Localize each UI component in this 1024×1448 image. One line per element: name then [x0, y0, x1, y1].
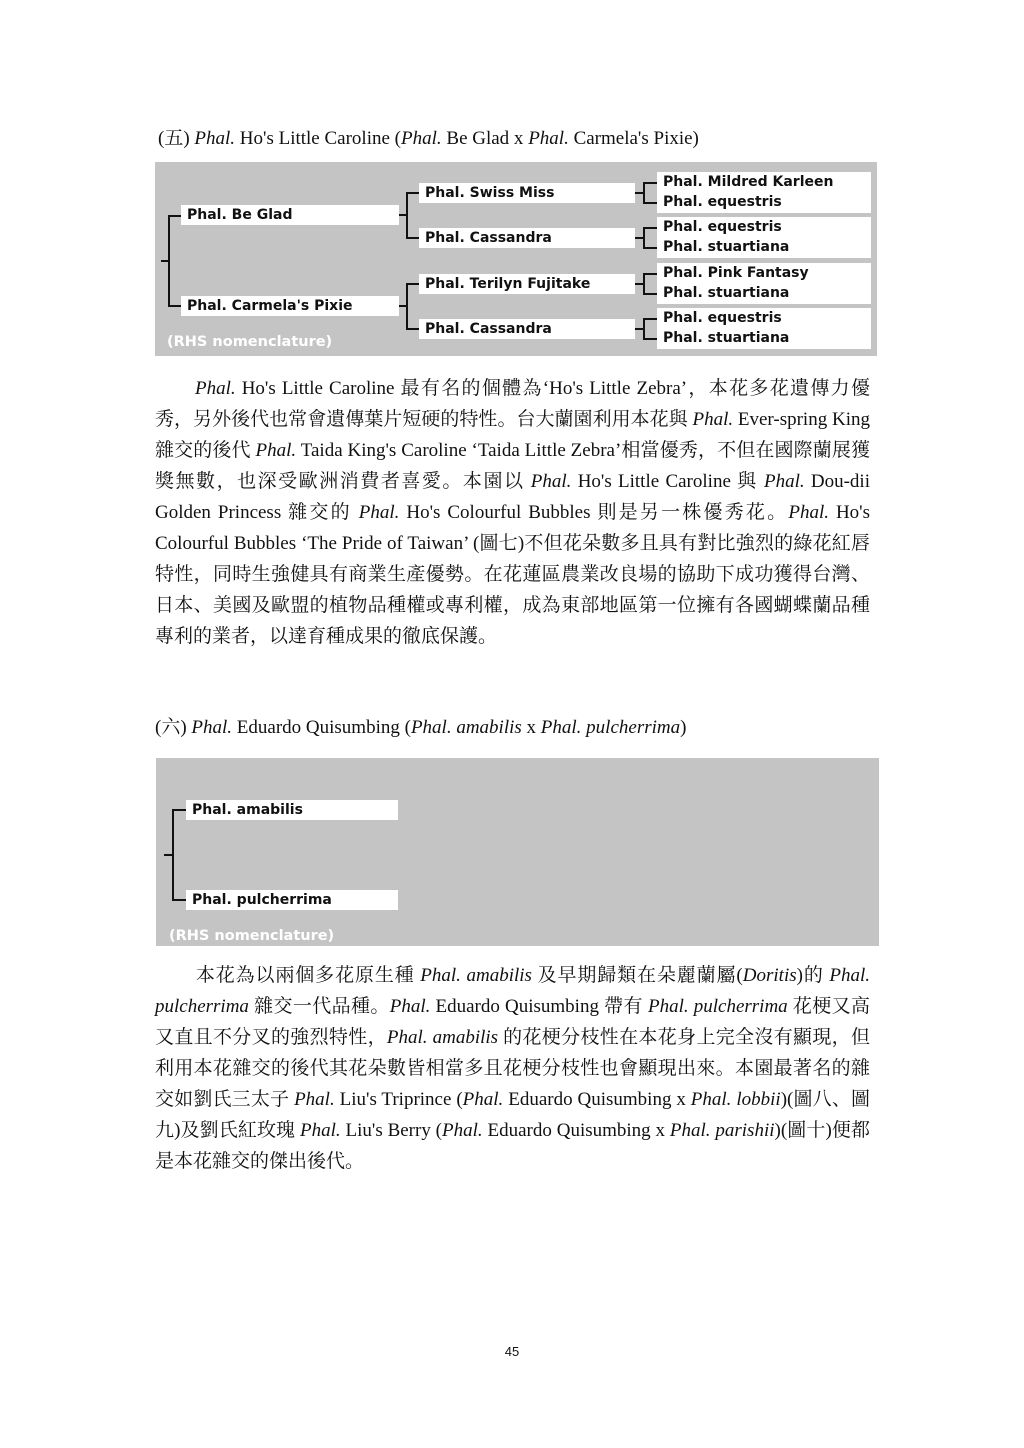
- italic-term: Phal.: [530, 471, 572, 492]
- bracket-line: [164, 854, 172, 856]
- heading-italic: Phal. amabilis: [410, 717, 522, 738]
- paragraph-text: Eduardo Quisumbing x: [482, 1120, 670, 1141]
- paragraph-text: 及早期歸類在朵麗蘭屬(: [531, 965, 743, 986]
- bracket-line: [168, 305, 181, 307]
- heading-text: Carmela's Pixie): [568, 128, 699, 149]
- section-5-heading: [158, 127, 699, 151]
- bracket-line: [643, 227, 645, 249]
- bracket-line: [635, 237, 643, 239]
- rhs-caption: (RHS nomenclature): [169, 928, 335, 944]
- bracket-line: [399, 214, 406, 216]
- bracket-line: [172, 809, 186, 811]
- paragraph-text: Ever-spring King 雜交的後代: [155, 409, 870, 461]
- bracket-line: [643, 318, 657, 320]
- bracket-line: [406, 283, 408, 329]
- heading-italic: Phal. pulcherrima: [540, 717, 681, 738]
- bracket-line: [643, 247, 657, 249]
- italic-term: Phal.: [358, 502, 400, 523]
- paragraph-text: Eduardo Quisumbing 帶有: [430, 996, 648, 1017]
- paragraph-text: Liu's Triprince (: [334, 1089, 463, 1110]
- heading-prefix: (六): [155, 717, 192, 738]
- ancestor-name: Phal. equestris: [663, 219, 782, 235]
- italic-term: Phal.: [389, 996, 431, 1017]
- parent-box: Phal. amabilis: [186, 800, 398, 820]
- pedigree-chart-ho-little-caroline: [155, 162, 877, 356]
- italic-term: Phal. parishii: [669, 1120, 775, 1141]
- heading-text: ): [680, 717, 687, 738]
- italic-term: Phal.: [462, 1089, 504, 1110]
- italic-term: Phal. lobbii: [690, 1089, 781, 1110]
- paragraph-text: Liu's Berry (: [340, 1120, 443, 1141]
- heading-text: Ho's Little Caroline (: [235, 128, 401, 149]
- italic-term: Phal.: [294, 1089, 335, 1110]
- heading-italic: Phal.: [191, 717, 233, 738]
- parent-box: Phal. pulcherrima: [186, 890, 398, 910]
- ancestor-name: Phal. Pink Fantasy: [663, 265, 809, 281]
- italic-term: Phal. amabilis: [386, 1027, 499, 1048]
- bracket-line: [161, 260, 168, 262]
- grandparent-box: Phal. Cassandra: [419, 228, 635, 248]
- paragraph-text: )(圖十)便都是本花雜交的傑出後代。: [155, 1120, 871, 1172]
- pedigree-chart-eduardo-quisumbing: [156, 758, 879, 946]
- italic-term: Phal.: [442, 1120, 483, 1141]
- bracket-line: [643, 202, 657, 204]
- bracket-line: [172, 899, 186, 901]
- heading-text: x: [521, 717, 541, 738]
- great-grandparent-box: [657, 308, 871, 349]
- italic-term: Phal. pulcherrima: [647, 996, 788, 1017]
- ancestor-name: Phal. stuartiana: [663, 285, 790, 301]
- italic-term: Phal. amabilis: [420, 965, 532, 986]
- great-grandparent-box: [657, 217, 871, 258]
- bracket-line: [643, 227, 657, 229]
- heading-prefix: (五): [158, 128, 195, 149]
- section-6-heading: [155, 716, 686, 740]
- parent-box: Phal. Be Glad: [181, 205, 399, 225]
- bracket-line: [643, 273, 645, 295]
- grandparent-box: Phal. Swiss Miss: [419, 183, 635, 203]
- bracket-line: [172, 809, 174, 901]
- bracket-line: [643, 318, 645, 340]
- italic-term: Phal.: [300, 1120, 341, 1141]
- bracket-line: [399, 305, 406, 307]
- paragraph-text: Eduardo Quisumbing x: [503, 1089, 691, 1110]
- paragraph-text: Ho's Colourful Bubbles ‘The Pride of Taiwan’ (圖七)不但花朵數多且具有對比強烈的綠花紅唇特性，同時生強健具有商業生產優勢。在花蓮區農業改良場的協助下成功獲得台灣、日本、美國及歐盟的植物品種權或專利權，成為東部地區第一位擁有各國蝴蝶蘭品種專利的業者，以達育種成果的徹底保護。: [155, 502, 870, 647]
- bracket-line: [635, 192, 643, 194]
- heading-text: Be Glad x: [441, 128, 529, 149]
- paragraph-text: Taida King's Caroline ‘Taida Little Zebra’相當優秀，不但在國際蘭展獲獎無數，也深受歐洲消費者喜愛。本園以: [155, 440, 870, 492]
- ancestor-name: Phal. stuartiana: [663, 330, 790, 346]
- heading-italic: Phal.: [528, 128, 569, 149]
- grandparent-box: Phal. Terilyn Fujitake: [419, 274, 635, 294]
- paragraph-text: Ho's Little Caroline 與: [571, 471, 764, 492]
- heading-italic: Phal.: [194, 128, 236, 149]
- italic-term: Phal.: [195, 378, 236, 399]
- section-5-paragraph: [155, 373, 870, 652]
- grandparent-box: Phal. Cassandra: [419, 319, 635, 339]
- paragraph-text: Dou-dii Golden Princess 雜交的: [155, 471, 870, 523]
- ancestor-name: Phal. equestris: [663, 194, 782, 210]
- bracket-line: [635, 283, 643, 285]
- paragraph-text: 雜交一代品種。: [248, 996, 390, 1017]
- great-grandparent-box: [657, 263, 871, 304]
- paragraph-text: Ho's Little Caroline 最有名的個體為‘Ho's Little Zebra’，本花多花遺傳力優秀，另外後代也常會遺傳葉片短硬的特性。台大蘭園利用本花與: [155, 378, 870, 430]
- page-number: 45: [504, 1344, 520, 1359]
- ancestor-name: Phal. Mildred Karleen: [663, 174, 834, 190]
- italic-term: Phal. pulcherrima: [155, 965, 870, 1017]
- italic-term: Phal.: [763, 471, 805, 492]
- bracket-line: [406, 192, 419, 194]
- bracket-line: [635, 328, 643, 330]
- ancestor-name: Phal. stuartiana: [663, 239, 790, 255]
- great-grandparent-box: [657, 172, 871, 213]
- parent-box: Phal. Carmela's Pixie: [181, 296, 399, 316]
- paragraph-text: 的花梗分枝性在本花身上完全沒有顯現，但利用本花雜交的後代其花朵數皆相當多且花梗分枝性也會顯現出來。本園最著名的雜交如劉氏三太子: [155, 1027, 870, 1110]
- bracket-line: [643, 338, 657, 340]
- bracket-line: [168, 215, 181, 217]
- paragraph-text: )的: [796, 965, 830, 986]
- italic-term: Phal.: [692, 409, 734, 430]
- bracket-line: [643, 273, 657, 275]
- bracket-line: [406, 283, 419, 285]
- paragraph-text: 本花為以兩個多花原生種: [195, 965, 421, 986]
- bracket-line: [406, 328, 419, 330]
- bracket-line: [406, 192, 408, 238]
- heading-text: Eduardo Quisumbing (: [232, 717, 411, 738]
- rhs-caption: (RHS nomenclature): [167, 334, 333, 350]
- paragraph-text: Ho's Colourful Bubbles 則是另一株優秀花。: [399, 502, 789, 523]
- bracket-line: [406, 237, 419, 239]
- section-6-paragraph: [155, 960, 870, 1177]
- italic-term: Phal.: [788, 502, 829, 523]
- ancestor-name: Phal. equestris: [663, 310, 782, 326]
- bracket-line: [643, 182, 657, 184]
- italic-term: Doritis: [742, 965, 797, 986]
- bracket-line: [643, 182, 645, 204]
- paragraph-text: 花梗又高又直且不分叉的強烈特性，: [155, 996, 870, 1048]
- bracket-line: [168, 215, 170, 307]
- italic-term: Phal.: [255, 440, 297, 461]
- paragraph-text: )(圖八、圖九)及劉氏紅玫瑰: [155, 1089, 870, 1141]
- bracket-line: [643, 293, 657, 295]
- heading-italic: Phal.: [401, 128, 442, 149]
